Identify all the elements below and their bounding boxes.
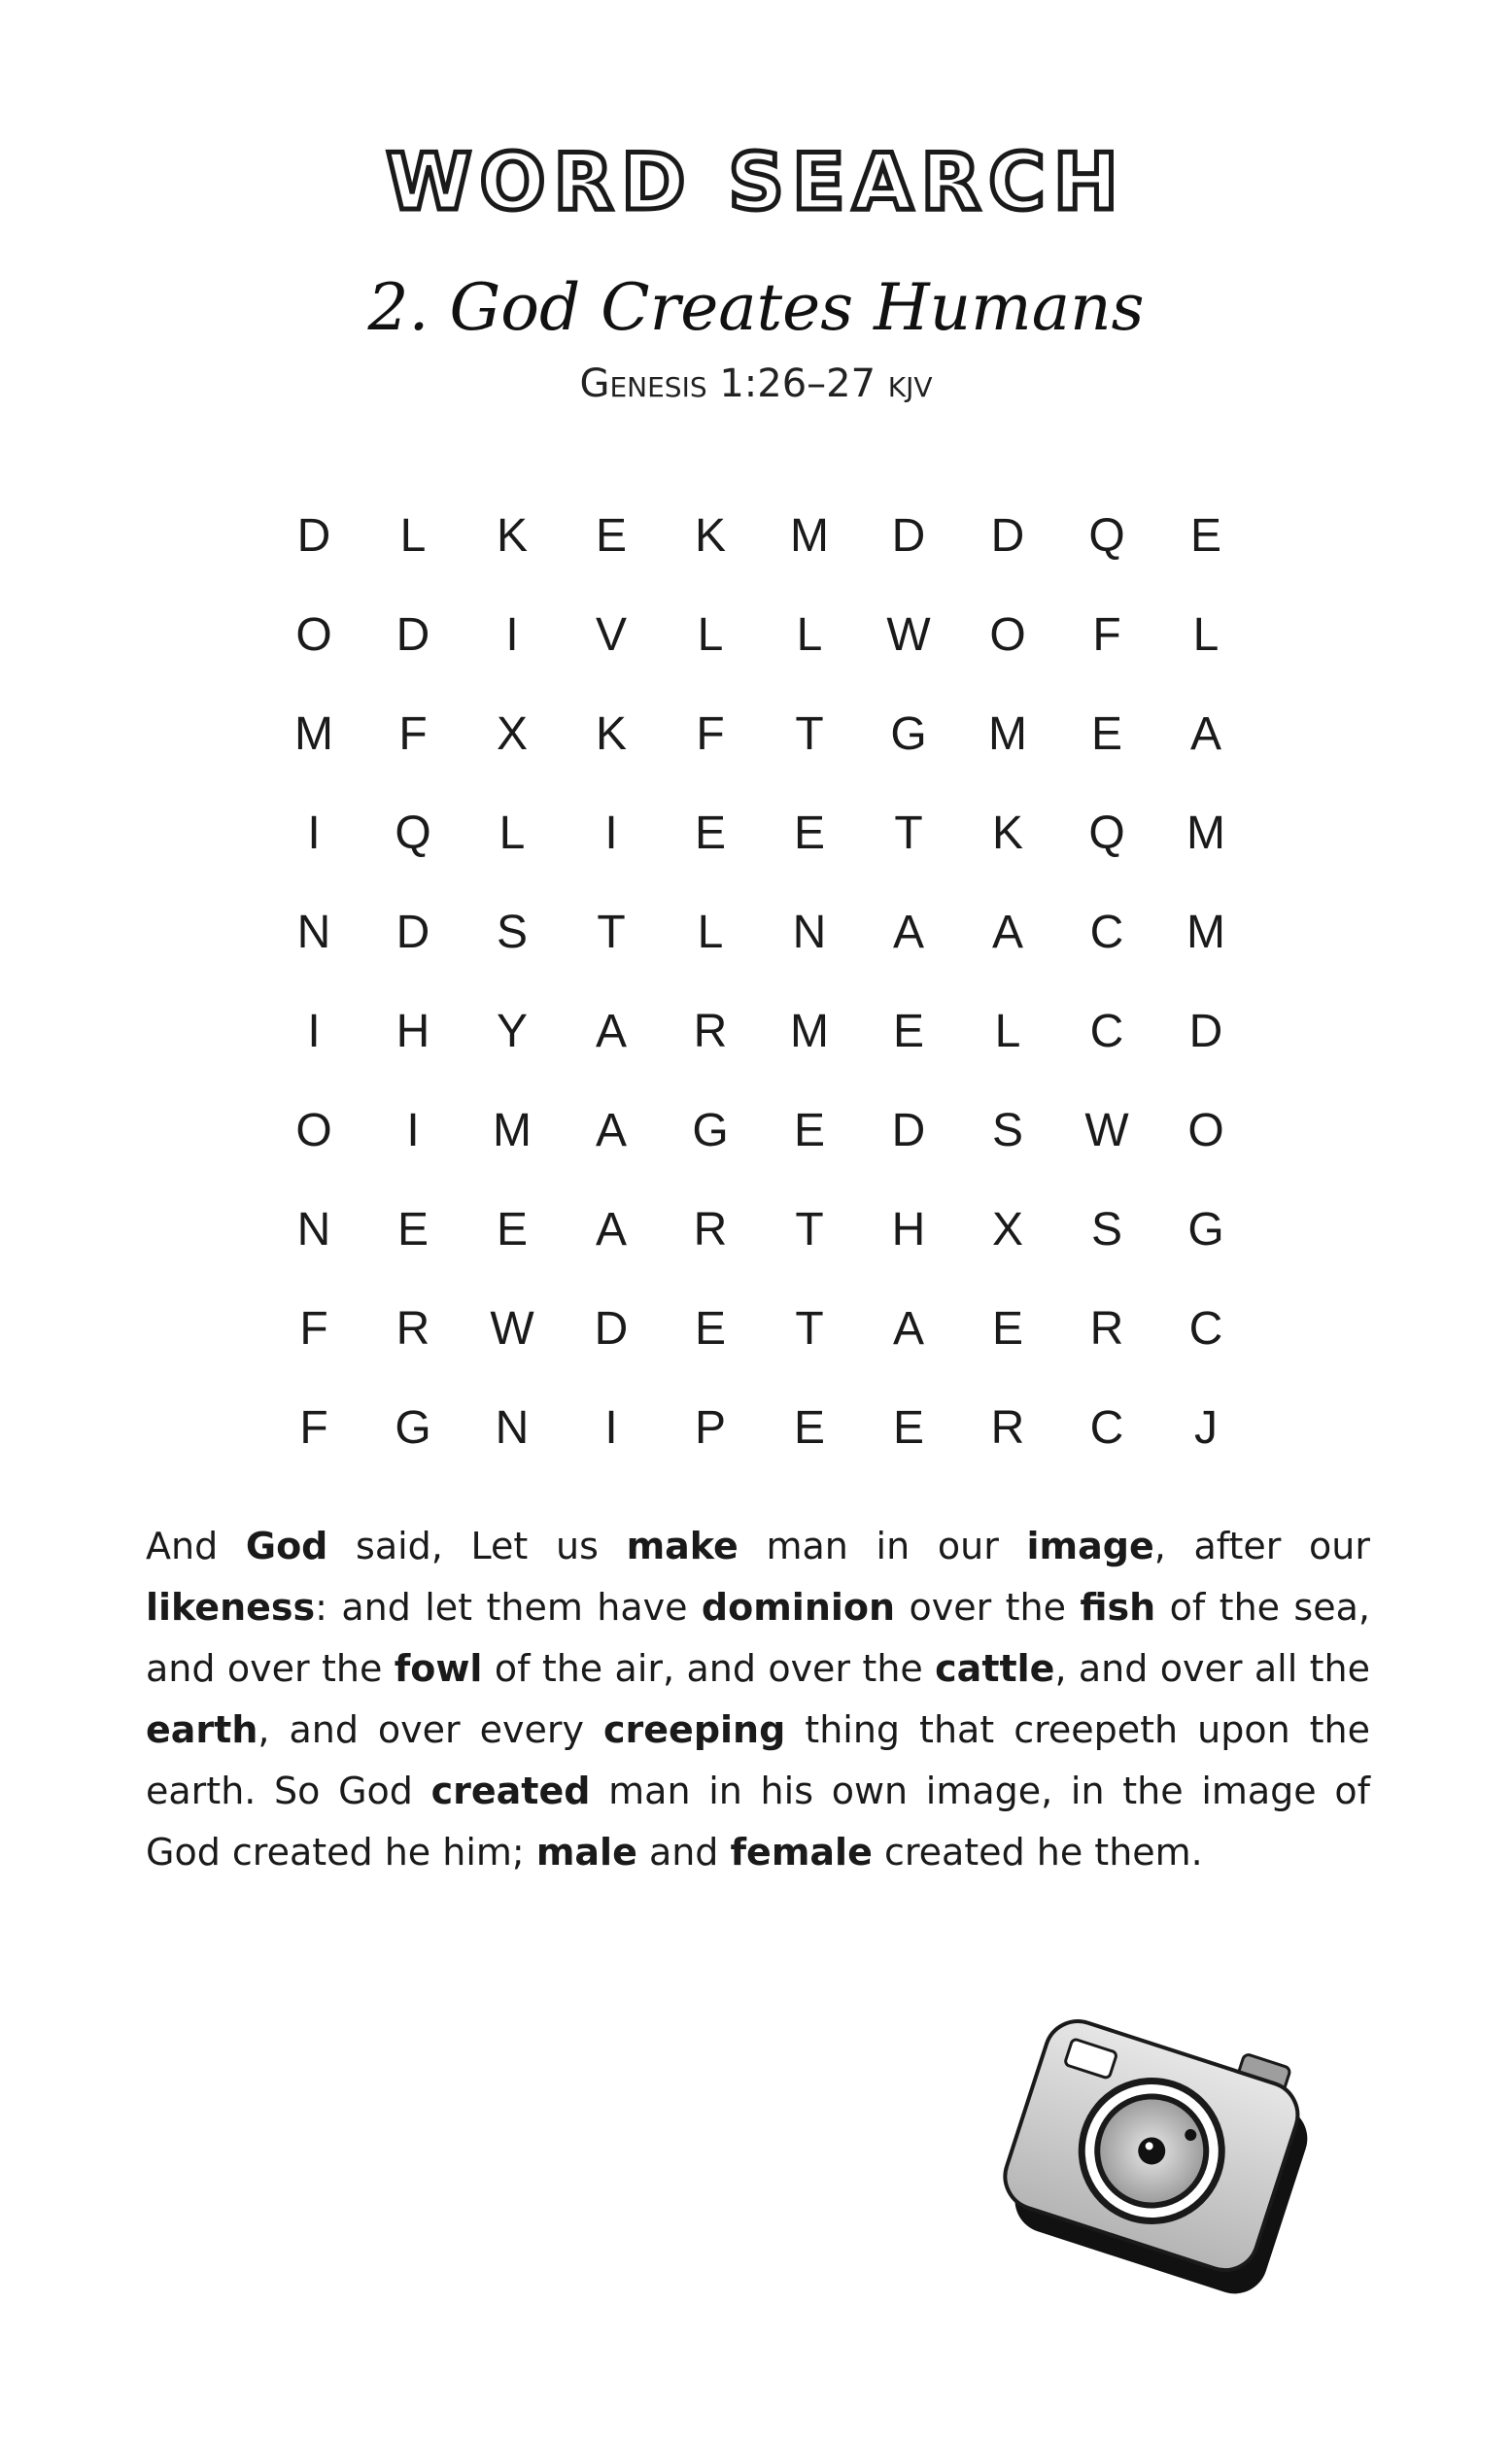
grid-letter: A bbox=[1189, 707, 1221, 760]
grid-letter: E bbox=[793, 1104, 825, 1156]
grid-letter: L bbox=[1192, 608, 1220, 661]
grid-letter: H bbox=[891, 1203, 926, 1255]
grid-letter: A bbox=[892, 1302, 924, 1355]
puzzle-title: 2. God Creates Humans bbox=[367, 270, 1145, 345]
grid-letter: O bbox=[295, 608, 332, 661]
grid-letter: I bbox=[604, 1401, 618, 1454]
grid-letter: F bbox=[1092, 608, 1121, 661]
grid-letter: Y bbox=[496, 1005, 528, 1057]
grid-letter: A bbox=[595, 1005, 627, 1057]
highlighted-word: likeness bbox=[146, 1586, 316, 1629]
verse-text: man in our bbox=[738, 1525, 1027, 1567]
grid-letter: E bbox=[694, 807, 726, 859]
grid-letter: O bbox=[295, 1104, 332, 1156]
verse-text: And bbox=[146, 1525, 246, 1567]
verse-text: man in his own image, in the image of God created he him; bbox=[146, 1770, 1370, 1874]
word-search-grid bbox=[264, 486, 1255, 1477]
grid-letter: E bbox=[496, 1203, 528, 1255]
grid-letter: M bbox=[790, 509, 829, 562]
grid-letter: G bbox=[692, 1104, 729, 1156]
highlighted-word: fish bbox=[1080, 1586, 1156, 1629]
grid-letter: N bbox=[296, 1203, 331, 1255]
grid-letter: D bbox=[891, 509, 926, 562]
grid-letter: D bbox=[990, 509, 1025, 562]
grid-letter: G bbox=[1187, 1203, 1224, 1255]
verse-text: over the bbox=[895, 1586, 1081, 1629]
grid-letter: E bbox=[396, 1203, 429, 1255]
grid-letter: D bbox=[395, 906, 430, 958]
grid-letter: M bbox=[988, 707, 1027, 760]
highlighted-word: earth bbox=[146, 1708, 258, 1751]
grid-letter: H bbox=[395, 1005, 430, 1057]
highlighted-word: dominion bbox=[701, 1586, 896, 1629]
page-header: WORD SEARCH bbox=[386, 137, 1126, 227]
grid-letter: F bbox=[299, 1302, 328, 1355]
grid-letter: L bbox=[994, 1005, 1021, 1057]
scripture-passage bbox=[146, 1516, 1370, 1883]
scripture-reference: Genesis 1:26–27 kjv bbox=[579, 361, 933, 406]
highlighted-word: male bbox=[535, 1831, 637, 1874]
grid-letter: I bbox=[604, 807, 618, 859]
grid-letter: C bbox=[1089, 1401, 1124, 1454]
grid-letter: O bbox=[989, 608, 1026, 661]
grid-letter: E bbox=[595, 509, 627, 562]
highlighted-word: cattle bbox=[935, 1647, 1055, 1690]
highlighted-word: image bbox=[1026, 1525, 1154, 1567]
grid-letter: N bbox=[495, 1401, 530, 1454]
grid-letter: X bbox=[496, 707, 528, 760]
grid-letter: M bbox=[1186, 807, 1225, 859]
grid-letter: L bbox=[498, 807, 526, 859]
grid-letter: M bbox=[493, 1104, 532, 1156]
grid-letter: S bbox=[991, 1104, 1023, 1156]
grid-letter: S bbox=[1090, 1203, 1122, 1255]
grid-letter: Q bbox=[395, 807, 431, 859]
grid-letter: L bbox=[697, 906, 724, 958]
grid-letter: K bbox=[496, 509, 528, 562]
verse-text: of the air, and over the bbox=[482, 1647, 936, 1690]
grid-letter: T bbox=[597, 906, 626, 958]
verse-text: said, Let us bbox=[327, 1525, 627, 1567]
grid-letter: D bbox=[395, 608, 430, 661]
grid-letter: A bbox=[892, 906, 924, 958]
grid-letter: W bbox=[886, 608, 931, 661]
grid-letter: J bbox=[1194, 1401, 1218, 1454]
grid-letter: E bbox=[1189, 509, 1221, 562]
grid-letter: D bbox=[296, 509, 331, 562]
grid-letter: W bbox=[1084, 1104, 1129, 1156]
grid-letter: A bbox=[595, 1203, 627, 1255]
grid-letter: O bbox=[1187, 1104, 1224, 1156]
verse-text: , after our bbox=[1153, 1525, 1371, 1567]
grid-letter: R bbox=[990, 1401, 1025, 1454]
grid-letter: F bbox=[398, 707, 428, 760]
highlighted-word: creeping bbox=[603, 1708, 786, 1751]
grid-letter: C bbox=[1188, 1302, 1223, 1355]
grid-letter: R bbox=[1089, 1302, 1124, 1355]
grid-letter: A bbox=[991, 906, 1023, 958]
verse-text: : and let them have bbox=[315, 1586, 702, 1629]
grid-letter: M bbox=[1186, 906, 1225, 958]
grid-letter: M bbox=[790, 1005, 829, 1057]
grid-letter: T bbox=[795, 707, 824, 760]
grid-letter: T bbox=[894, 807, 923, 859]
grid-letter: E bbox=[991, 1302, 1023, 1355]
highlighted-word: God bbox=[245, 1525, 328, 1567]
grid-letter: T bbox=[795, 1302, 824, 1355]
grid-letter: L bbox=[697, 608, 724, 661]
grid-letter: M bbox=[294, 707, 333, 760]
grid-letter: E bbox=[793, 1401, 825, 1454]
grid-letter: C bbox=[1089, 906, 1124, 958]
highlighted-word: fowl bbox=[394, 1647, 483, 1690]
highlighted-word: created bbox=[430, 1770, 591, 1812]
grid-letter: I bbox=[307, 807, 321, 859]
verse-text: thing that creepeth upon the earth. So God bbox=[146, 1708, 1371, 1812]
grid-letter: G bbox=[395, 1401, 431, 1454]
grid-letter: L bbox=[796, 608, 823, 661]
grid-letter: R bbox=[395, 1302, 430, 1355]
grid-letter: C bbox=[1089, 1005, 1124, 1057]
grid-letter: I bbox=[505, 608, 519, 661]
grid-letter: T bbox=[795, 1203, 824, 1255]
camera-icon bbox=[981, 1978, 1331, 2327]
grid-letter: E bbox=[1090, 707, 1122, 760]
grid-letter: D bbox=[594, 1302, 629, 1355]
verse-text: , and over every bbox=[258, 1708, 604, 1751]
grid-letter: S bbox=[496, 906, 528, 958]
grid-letter: W bbox=[490, 1302, 534, 1355]
grid-letter: Q bbox=[1088, 807, 1125, 859]
grid-letter: L bbox=[399, 509, 427, 562]
grid-letter: G bbox=[890, 707, 927, 760]
grid-letter: X bbox=[991, 1203, 1023, 1255]
highlighted-word: female bbox=[730, 1831, 873, 1874]
verse-text: created he them. bbox=[872, 1831, 1203, 1874]
grid-letter: K bbox=[991, 807, 1023, 859]
grid-letter: K bbox=[595, 707, 627, 760]
verse-text: , and over all the bbox=[1054, 1647, 1370, 1690]
grid-letter: D bbox=[1188, 1005, 1223, 1057]
grid-letter: A bbox=[595, 1104, 627, 1156]
grid-letter: D bbox=[891, 1104, 926, 1156]
grid-letter: P bbox=[694, 1401, 726, 1454]
grid-letter: N bbox=[296, 906, 331, 958]
grid-letter: E bbox=[793, 807, 825, 859]
grid-letter: I bbox=[406, 1104, 420, 1156]
grid-letter: F bbox=[696, 707, 725, 760]
verse-text: of the sea, and over the bbox=[146, 1586, 1370, 1690]
verse-text: and bbox=[636, 1831, 731, 1874]
grid-letter: F bbox=[299, 1401, 328, 1454]
grid-letter: N bbox=[792, 906, 827, 958]
grid-letter: K bbox=[694, 509, 726, 562]
grid-letter: I bbox=[307, 1005, 321, 1057]
grid-letter: E bbox=[892, 1401, 924, 1454]
grid-letter: R bbox=[693, 1203, 728, 1255]
grid-letter: V bbox=[595, 608, 627, 661]
grid-letter: E bbox=[892, 1005, 924, 1057]
grid-letter: Q bbox=[1088, 509, 1125, 562]
grid-letter: E bbox=[694, 1302, 726, 1355]
highlighted-word: make bbox=[626, 1525, 739, 1567]
grid-letter: R bbox=[693, 1005, 728, 1057]
